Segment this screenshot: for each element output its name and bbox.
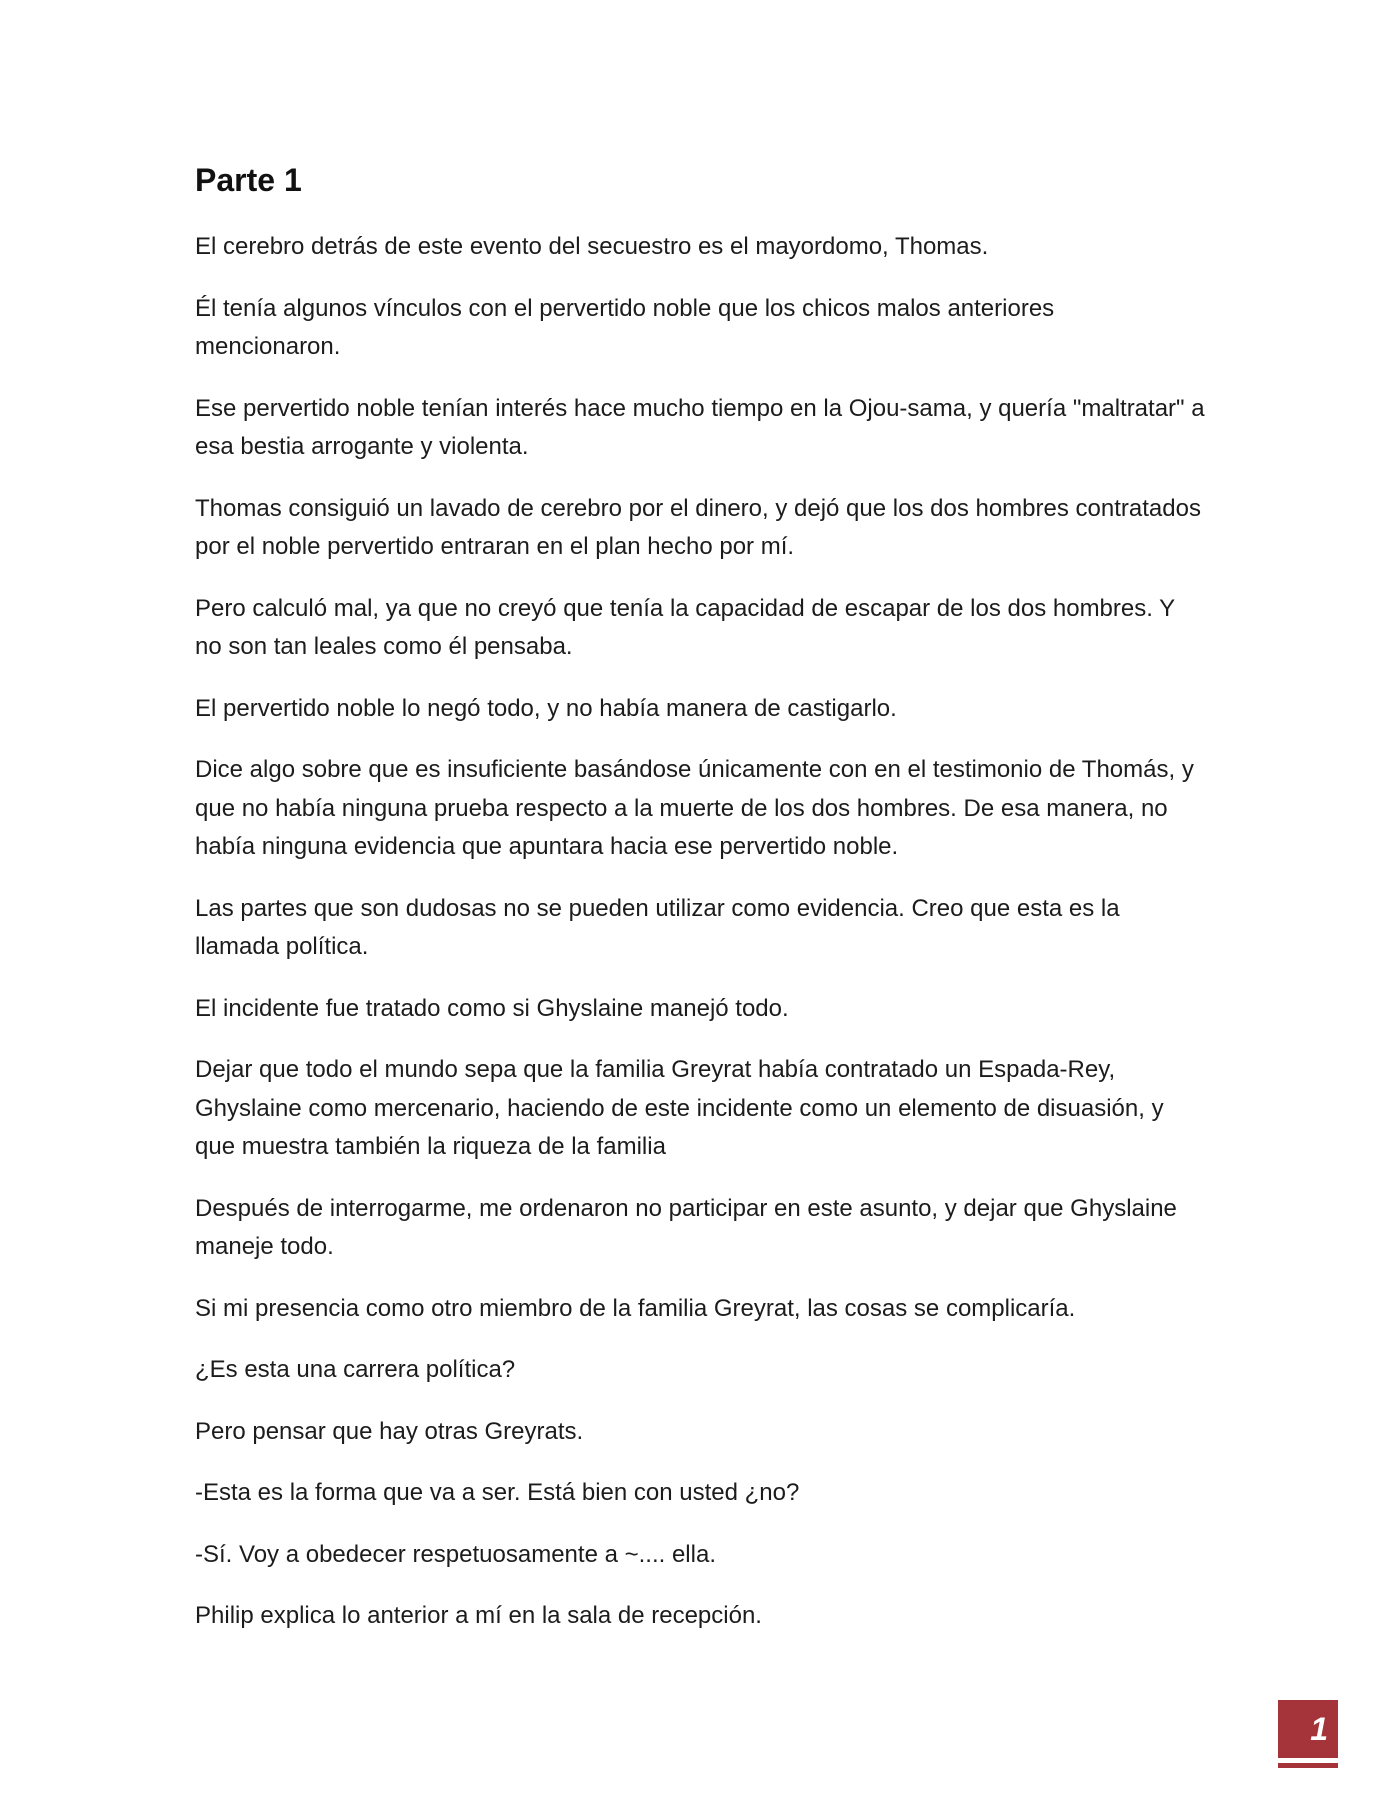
paragraph-13: ¿Es esta una carrera política?	[195, 1356, 516, 1383]
paragraph-4: Thomas consiguió un lavado de cerebro por el dinero, y dejó que los dos hombres contratados por el noble pervertido entraran en el plan hecho por mí.	[195, 494, 1201, 560]
paragraph-8: Las partes que son dudosas no se pueden utilizar como evidencia. Creo que esta es la llamada política.	[195, 894, 1120, 960]
paragraph-1: El cerebro detrás de este evento del secuestro es el mayordomo, Thomas.	[195, 233, 989, 260]
paragraph-3: Ese pervertido noble tenían interés hace mucho tiempo en la Ojou-sama, y quería "maltratar" a esa bestia arrogante y violenta.	[195, 394, 1205, 460]
page-content	[195, 160, 1205, 1659]
paragraph-10: Dejar que todo el mundo sepa que la familia Greyrat había contratado un Espada-Rey, Ghyslaine como mercenario, haciendo de este incidente como un elemento de disuasión, y que muestra también la riqueza de la familia	[195, 1056, 1164, 1160]
paragraph-11: Después de interrogarme, me ordenaron no participar en este asunto, y dejar que Ghyslaine maneje todo.	[195, 1194, 1177, 1260]
paragraph-12: Si mi presencia como otro miembro de la familia Greyrat, las cosas se complicaría.	[195, 1294, 1076, 1322]
chapter-title: Parte 1	[195, 162, 302, 198]
page-number: 1	[1310, 1710, 1328, 1747]
paragraph-17: Philip explica lo anterior a mí en la sala de recepción.	[195, 1602, 762, 1629]
paragraph-6: El pervertido noble lo negó todo, y no había manera de castigarlo.	[195, 694, 897, 722]
paragraph-14: Pero pensar que hay otras Greyrats.	[195, 1417, 584, 1445]
paragraph-2: Él tenía algunos vínculos con el pervertido noble que los chicos malos anteriores mencionaron.	[195, 294, 1055, 360]
paragraph-9: El incidente fue tratado como si Ghyslaine manejó todo.	[195, 994, 789, 1022]
paragraph-5: Pero calculó mal, ya que no creyó que tenía la capacidad de escapar de los dos hombres. Y no son tan leales como él pensaba.	[195, 594, 1175, 660]
paragraph-16: -Sí. Voy a obedecer respetuosamente a ~.... ella.	[195, 1540, 716, 1568]
paragraph-7: Dice algo sobre que es insuficiente basándose únicamente con en el testimonio de Thomás, y que no había ninguna prueba respecto a la muerte de los dos hombres. De esa manera, no había ninguna evidencia que apuntara hacia ese pervertido noble.	[195, 756, 1194, 860]
page-number-badge	[1278, 1700, 1338, 1758]
paragraph-15: -Esta es la forma que va a ser. Está bien con usted ¿no?	[195, 1479, 800, 1506]
page-number-underline	[1278, 1763, 1338, 1768]
